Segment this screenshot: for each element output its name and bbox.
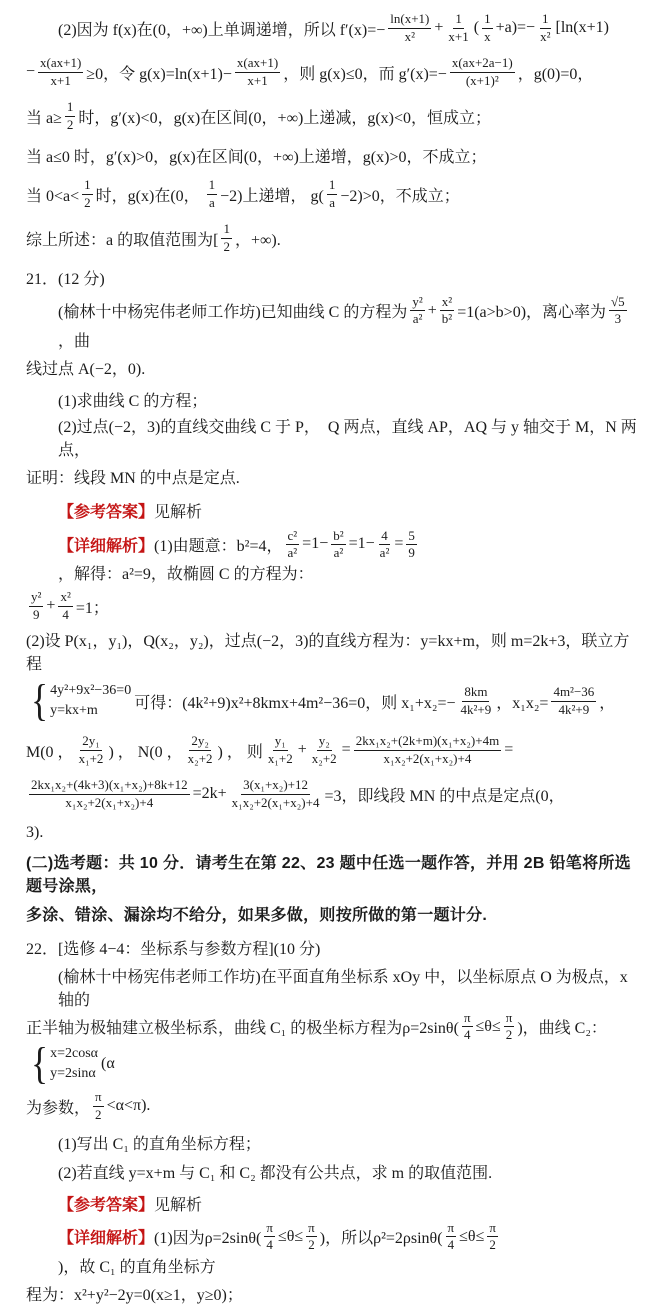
text-run: <α<π).	[106, 1097, 151, 1115]
fraction-numerator: π	[504, 1010, 515, 1027]
text-run: 多涂、错涂、漏涂均不给分，如果多做，则按所做的第一题计分.	[26, 906, 488, 924]
fraction-denominator: 4k²+9	[460, 701, 492, 717]
fraction	[186, 733, 215, 767]
equation-row: x=2cosα	[50, 1045, 99, 1061]
fraction-numerator: ln(x+1)	[388, 11, 431, 28]
fraction	[459, 684, 494, 718]
fraction-numerator: √5	[609, 294, 627, 311]
fraction-denominator: 2	[66, 116, 74, 132]
q20-part2-conclusion	[0, 216, 651, 260]
fraction-denominator: a²	[379, 544, 390, 560]
text-run: 时，g′(x)<0，g(x)在区间(0，+∞)上递减，g(x)<0，恒成立；	[78, 109, 491, 127]
fraction-denominator: 2	[95, 1106, 102, 1122]
fraction	[266, 733, 295, 767]
fraction-denominator: 2	[308, 1237, 315, 1253]
fraction	[29, 777, 190, 811]
text-run: 22．[选修 4−4：坐标系与参数方程](10 分)	[26, 940, 321, 958]
fraction	[310, 733, 339, 767]
text-run: ≥0，令 g(x)=ln(x+1)−	[86, 65, 232, 83]
fraction	[440, 294, 454, 328]
text-run: ≤θ≤	[277, 1227, 304, 1245]
q20-part2-line5	[0, 172, 651, 216]
equation-system-rows	[50, 681, 131, 722]
text-run: ，g(0)=0，	[517, 65, 594, 83]
q22-stem-line1	[0, 964, 651, 1010]
equation-row: y=2sinα	[50, 1065, 96, 1081]
fraction	[354, 733, 502, 767]
fraction	[446, 1220, 457, 1254]
fraction-denominator: x₁+2	[78, 750, 104, 766]
fraction-denominator: 2	[223, 238, 230, 254]
text-run: )，所以ρ²=2ρsinθ(	[319, 1230, 443, 1248]
text-run: 综上所述：a 的取值范围为[	[26, 231, 219, 249]
text-run: 线过点 A(−2，0).	[26, 361, 146, 378]
text-run: (2)因为 f(x)在(0，+∞)上单调递增，所以 f′(x)=−	[58, 21, 386, 39]
fraction-denominator: x₁x₂+2(x₁+x₂)+4	[383, 750, 472, 766]
fraction	[58, 589, 72, 623]
fraction-numerator: π	[462, 1010, 473, 1027]
text-run: =	[394, 535, 404, 553]
text-run: )，曲线 C₂：	[517, 1020, 607, 1038]
text-run: −2)上递增， g(	[220, 187, 324, 205]
fraction	[207, 177, 218, 211]
text-run: )，故 C₁ 的直角坐标方	[58, 1258, 216, 1276]
fraction-numerator: 1	[65, 99, 76, 116]
text-run: =	[504, 741, 514, 758]
fraction-denominator: 4	[266, 1237, 273, 1253]
q22-part1-question	[0, 1128, 651, 1157]
text-run: (2)过点(−2，3)的直线交曲线 C 于 P， Q 两点，直线 AP，AQ 与 y 轴交于 M，N 两点，	[58, 418, 637, 459]
text-run: ≤θ≤	[475, 1017, 501, 1035]
equation-system	[29, 1039, 99, 1088]
fraction-denominator: x+1	[50, 72, 71, 88]
fraction-denominator: a	[329, 194, 335, 210]
fraction-numerator: 1	[327, 177, 338, 194]
text-run: [ln(x+1)	[555, 19, 609, 36]
fraction-denominator: b²	[441, 311, 453, 327]
text-run: (1)因为ρ=2sinθ(	[154, 1230, 262, 1248]
fraction	[446, 11, 470, 45]
fraction-numerator: 2y₁	[80, 733, 102, 750]
fraction	[504, 1010, 515, 1044]
fraction	[609, 294, 627, 328]
q21-part2-question-line1	[0, 414, 651, 460]
q21-analysis-line3	[0, 628, 651, 674]
text-run: 见解析	[154, 1196, 203, 1214]
text-run: (α	[101, 1054, 115, 1072]
red-label: 【详细解析】	[58, 1230, 155, 1248]
q21-analysis-line5	[0, 728, 651, 772]
fraction-denominator: a²	[412, 311, 423, 327]
text-run: =1−	[348, 535, 375, 553]
fraction-numerator: 3(x₁+x₂)+12	[241, 777, 310, 794]
q22-stem-line2	[0, 1010, 651, 1088]
fraction-numerator: π	[446, 1220, 457, 1237]
q22-part2-question	[0, 1157, 651, 1186]
q22-stem-line3	[0, 1084, 651, 1128]
fraction-numerator: π	[264, 1220, 275, 1237]
fraction-numerator: 5	[406, 528, 417, 545]
text-run: =3，即线段 MN 的中点是定点(0，	[324, 787, 565, 805]
fraction-numerator: 1	[482, 11, 493, 28]
sectionB-notice-line2	[0, 896, 651, 930]
fraction-numerator: 4	[379, 528, 390, 545]
q20-part2-line1	[0, 6, 651, 50]
red-label: 【参考答案】	[58, 1196, 155, 1214]
fraction-denominator: x₁+2	[267, 750, 293, 766]
text-run: (榆林十中杨宪伟老师工作坊)已知曲线 C 的方程为	[58, 304, 408, 322]
equation-row: 4y²+9x²−36=0	[50, 682, 132, 698]
fraction	[82, 177, 93, 211]
fraction-denominator: x₁x₂+2(x₁+x₂)+4	[231, 794, 320, 810]
red-label: 【参考答案】	[58, 504, 155, 521]
q21-number	[0, 260, 651, 294]
text-run: 当 a≥	[26, 109, 62, 127]
text-run: ，解得：a²=9，故椭圆 C 的方程为：	[58, 566, 314, 583]
fraction-numerator: x(ax+1)	[235, 55, 280, 72]
fraction	[551, 684, 596, 718]
fraction	[462, 1010, 473, 1044]
text-run: M(0 ，	[26, 743, 74, 761]
equation-system-rows	[50, 1044, 98, 1085]
text-run: (2)若直线 y=x+m 与 C₁ 和 C₂ 都没有公共点，求 m 的取值范围.	[58, 1165, 493, 1183]
q21-part1-question	[0, 385, 651, 414]
text-run: +	[297, 741, 307, 758]
q21-stem-line1	[0, 294, 651, 351]
text-run: 时，g(x)在(0，	[95, 187, 204, 205]
fraction	[487, 1220, 498, 1254]
fraction	[410, 294, 424, 328]
fraction-denominator: x²	[404, 28, 416, 44]
fraction-denominator: x²	[540, 28, 551, 44]
fraction-denominator: a	[209, 194, 215, 210]
fraction-denominator: 9	[408, 544, 415, 560]
fraction-denominator: a²	[287, 544, 298, 560]
text-run: (	[473, 19, 480, 36]
fraction-numerator: 4m²−36	[551, 684, 596, 701]
equation-system	[29, 676, 132, 726]
text-run: 21．(12 分)	[26, 270, 105, 288]
text-run: (1)求曲线 C 的方程；	[58, 392, 208, 410]
fraction	[538, 11, 552, 45]
fraction	[306, 1220, 317, 1254]
text-run: +	[427, 301, 437, 319]
sectionB-notice-line1	[0, 850, 651, 896]
fraction-numerator: x(ax+1)	[38, 55, 83, 72]
fraction-numerator: 2y₂	[189, 733, 211, 750]
fraction-denominator: 2	[84, 194, 91, 210]
fraction-numerator: 2kx₁x₂+(2k+m)(x₁+x₂)+4m	[354, 733, 502, 750]
equation-row: y=kx+m	[50, 703, 98, 718]
q21-stem-line2	[0, 351, 651, 385]
text-run: 见解析	[154, 504, 203, 521]
fraction	[264, 1220, 275, 1254]
fraction-denominator: 4k²+9	[558, 701, 590, 717]
fraction-denominator: 4	[62, 606, 69, 622]
text-run: =	[341, 741, 351, 758]
fraction-denominator: x₂+2	[311, 750, 337, 766]
fraction	[482, 11, 493, 45]
text-run: +a)=−	[495, 19, 536, 36]
text-run: =1；	[75, 599, 109, 617]
fraction	[378, 528, 392, 562]
fraction	[221, 221, 232, 255]
fraction-denominator: 9	[32, 606, 40, 622]
fraction-numerator: c²	[286, 528, 300, 545]
text-run: 3).	[26, 824, 44, 841]
fraction-denominator: 2	[505, 1027, 513, 1043]
fraction	[388, 11, 431, 45]
text-run: (1)由题意：b²=4，	[154, 537, 283, 555]
fraction-denominator: 4	[447, 1237, 455, 1253]
text-run: −2)>0，不成立；	[340, 187, 460, 205]
q21-analysis-line6	[0, 772, 651, 816]
text-run: ，曲	[58, 332, 91, 350]
text-run: 正半轴为极轴建立极坐标系，曲线 C₁ 的极坐标方程为ρ=2sinθ(	[26, 1020, 459, 1038]
text-run: ，则 g(x)≤0，而 g′(x)=−	[283, 65, 447, 83]
text-run: (1)写出 C₁ 的直角坐标方程；	[58, 1136, 261, 1154]
q22-number	[0, 930, 651, 964]
text-run: −	[26, 63, 36, 80]
fraction-numerator: 1	[453, 11, 464, 28]
fraction-numerator: y²	[410, 294, 424, 311]
fraction	[29, 589, 43, 623]
text-run: (榆林十中杨宪伟老师工作坊)在平面直角坐标系 xOy 中，以坐标原点 O 为极点，x 轴的	[58, 969, 632, 1009]
fraction-denominator: (x+1)²	[465, 72, 499, 88]
q20-part2-line4	[0, 138, 651, 172]
fraction-denominator: 2	[489, 1237, 496, 1253]
text-run: =1−	[302, 535, 329, 553]
fraction-denominator: x₁x₂+2(x₁+x₂)+4	[65, 794, 154, 810]
fraction-denominator: x+1	[448, 28, 469, 44]
fraction-numerator: 1	[207, 177, 218, 194]
fraction-denominator: x	[484, 28, 491, 44]
fraction-numerator: y₁	[273, 733, 288, 750]
text-run: =1(a>b>0)，离心率为	[457, 304, 607, 322]
text-run: (二)选考题：共 10 分．请考生在第 22、23 题中任选一题作答，并用 2B 铅笔将所选题号涂黑，	[26, 855, 631, 895]
fraction-numerator: y²	[29, 589, 43, 606]
fraction	[65, 99, 76, 133]
q20-part2-line3	[0, 94, 651, 138]
text-run: +	[46, 597, 56, 614]
q21-analysis-line7	[0, 816, 651, 850]
text-run: =2k+	[192, 785, 227, 802]
text-run: (2)设 P(x₁，y₁)，Q(x₂，y₂)，过点(−2，3)的直线方程为：y=kx+m，则 m=2k+3，联立方程	[26, 633, 630, 673]
fraction-denominator: x+1	[247, 72, 268, 88]
q21-analysis-line1	[0, 528, 651, 585]
q20-part2-line2	[0, 50, 651, 94]
text-run: ) ， 则	[217, 743, 263, 761]
fraction-numerator: π	[487, 1220, 498, 1237]
text-run: ≤θ≤	[459, 1227, 485, 1245]
fraction-numerator: 1	[82, 177, 93, 194]
fraction	[286, 528, 300, 562]
q21-analysis-line4	[0, 674, 651, 728]
text-run: ，x₁x₂=	[496, 694, 549, 712]
q22-reference-answer	[0, 1186, 651, 1220]
fraction	[235, 55, 280, 89]
fraction-denominator: a²	[333, 544, 344, 560]
fraction-denominator: 3	[614, 311, 622, 327]
fraction	[450, 55, 515, 89]
fraction	[230, 777, 322, 811]
fraction-numerator: π	[93, 1089, 104, 1106]
text-run: 程为：x²+y²−2y=0(x≥1，y≥0)；	[26, 1287, 243, 1305]
fraction	[77, 733, 106, 767]
fraction-numerator: π	[306, 1220, 317, 1237]
text-run: +	[434, 19, 444, 36]
text-run: 证明：线段 MN 的中点是定点.	[26, 470, 240, 487]
q22-analysis-line1	[0, 1220, 651, 1277]
fraction	[38, 55, 83, 89]
fraction-denominator: 4	[463, 1027, 471, 1043]
fraction	[93, 1089, 104, 1123]
q21-reference-answer	[0, 494, 651, 528]
text-run: ，+∞).	[234, 231, 281, 249]
text-run: 当 0<a<	[26, 187, 80, 205]
fraction-numerator: x(ax+2a−1)	[450, 55, 515, 72]
q21-analysis-line2	[0, 584, 651, 628]
fraction-numerator: 8km	[462, 684, 489, 701]
q21-part2-question-line2	[0, 460, 651, 494]
text-run: 当 a≤0 时，g′(x)>0，g(x)在区间(0，+∞)上递增，g(x)>0，不成立；	[26, 148, 487, 166]
text-run: 可得：(4k²+9)x²+8kmx+4m²−36=0，则 x₁+x₂=−	[134, 694, 456, 712]
red-label: 【详细解析】	[58, 537, 155, 555]
left-brace: {	[31, 676, 49, 726]
fraction-numerator: x²	[58, 589, 72, 606]
fraction	[327, 177, 338, 211]
fraction-denominator: x₂+2	[187, 750, 213, 766]
fraction-numerator: 1	[540, 11, 551, 28]
text-run: ) ， N(0 ，	[108, 743, 183, 761]
text-run: ，	[599, 694, 616, 712]
text-run: 为参数，	[26, 1099, 91, 1117]
fraction-numerator: b²	[331, 528, 345, 545]
fraction-numerator: 2kx₁x₂+(4k+3)(x₁+x₂)+8k+12	[29, 777, 190, 794]
q22-analysis-line2	[0, 1277, 651, 1311]
fraction	[331, 528, 345, 562]
fraction-numerator: x²	[440, 294, 454, 311]
fraction-numerator: y₂	[317, 733, 332, 750]
fraction-numerator: 1	[221, 221, 232, 238]
left-brace: {	[31, 1039, 49, 1088]
fraction	[406, 528, 417, 562]
